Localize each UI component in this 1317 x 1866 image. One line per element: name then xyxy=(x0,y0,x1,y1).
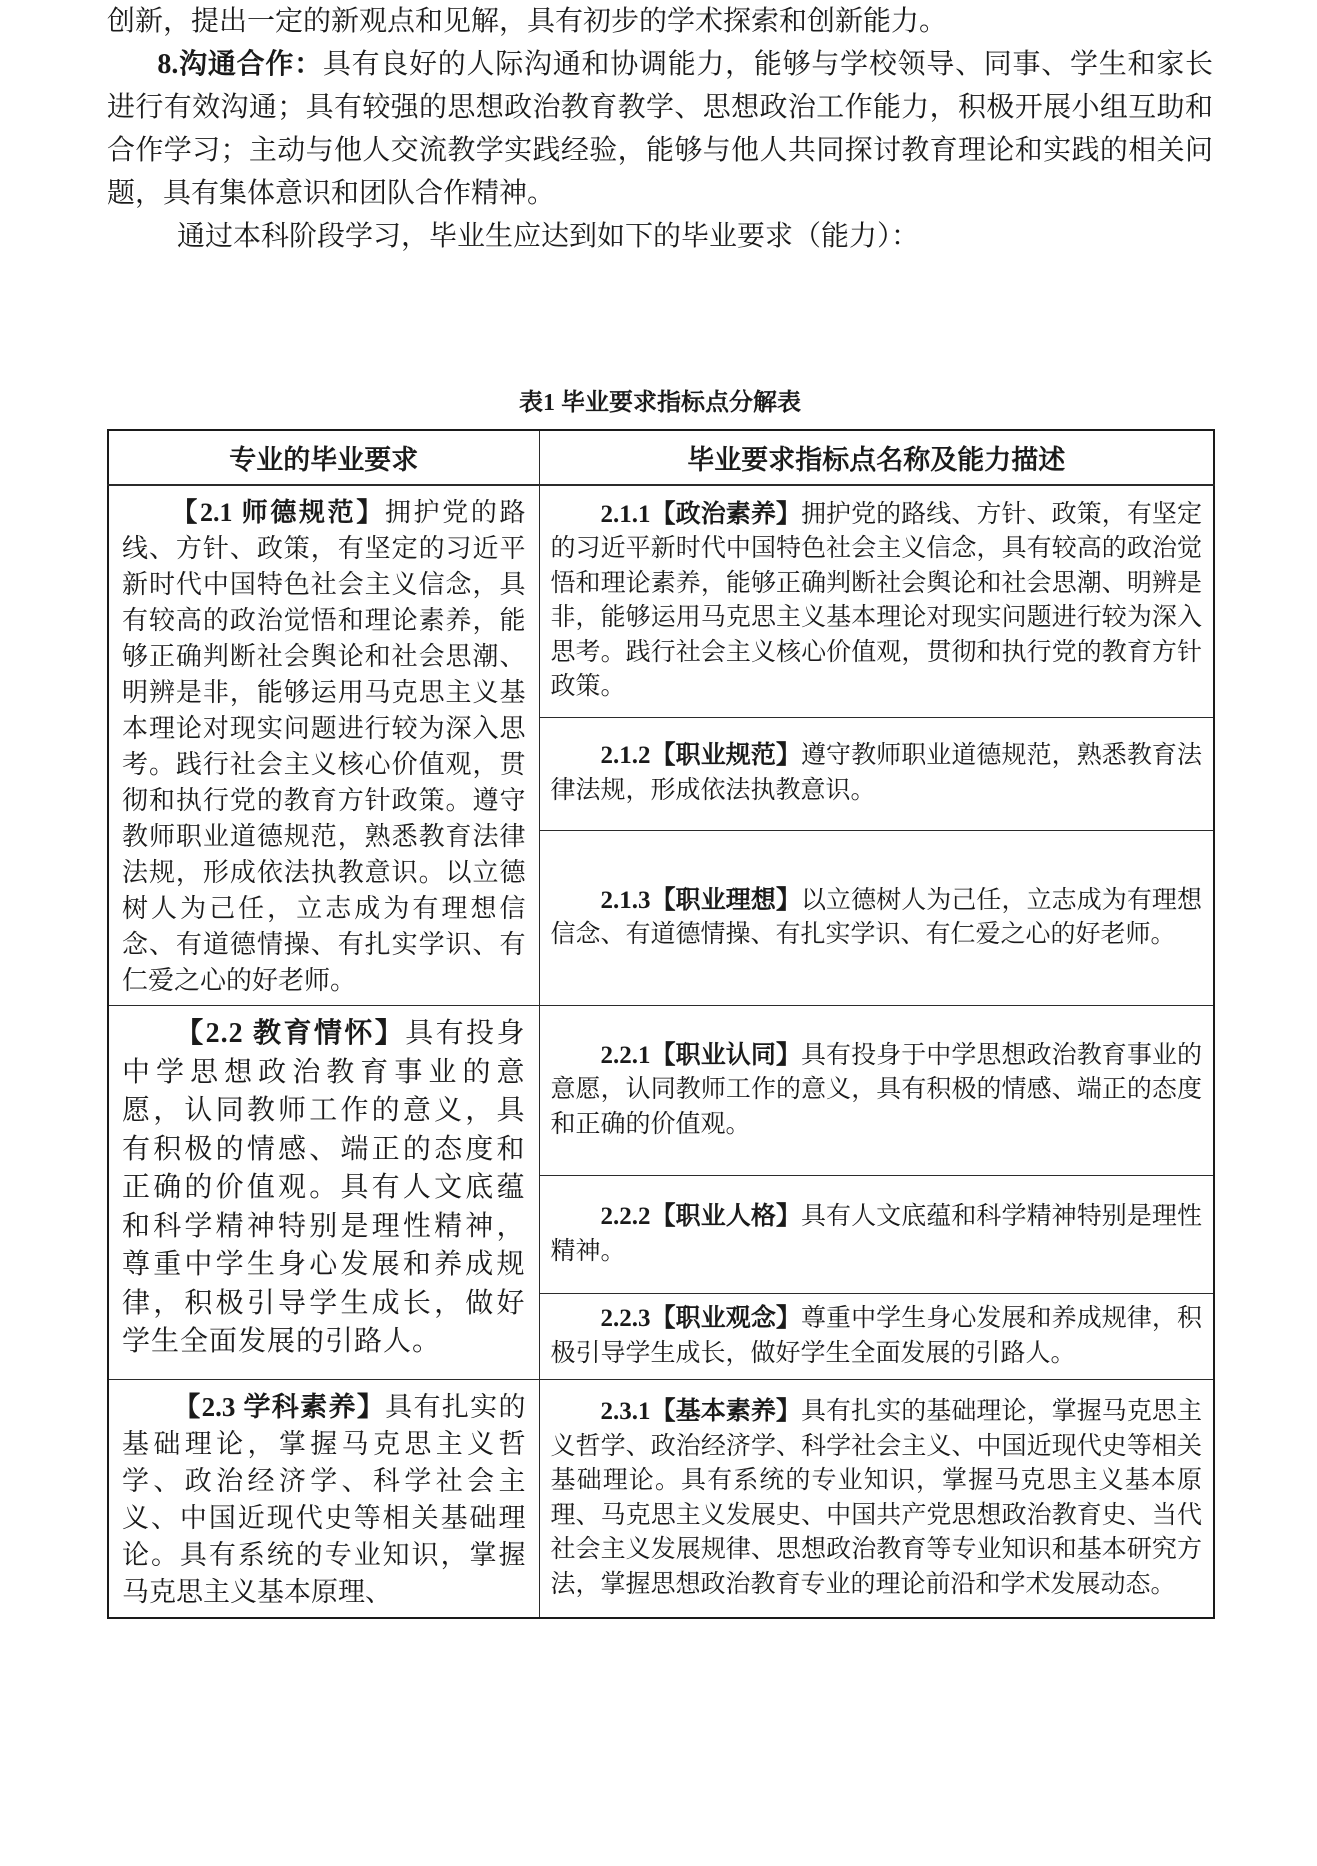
col-header-requirement: 专业的毕业要求 xyxy=(108,430,539,485)
requirement-cell-2-1 xyxy=(108,485,539,1006)
requirement-cell-2-3 xyxy=(108,1380,539,1619)
item-8-body: 具有良好的人际沟通和协调能力，能够与学校领导、同事、学生和家长进行有效沟通；具有较强的思想政治教育教学、思想政治工作能力，积极开展小组互助和合作学习；主动与他人交流教学实践经验，能够与他人共同探讨教育理论和实践的相关问题，具有集体意识和团队合作精神。 xyxy=(107,49,1213,209)
indicator-cell-2-1-2 xyxy=(539,717,1214,831)
indicator-cell-2-2-2 xyxy=(539,1176,1214,1294)
table-header-row xyxy=(108,430,1214,485)
indicator-2-3-1-lead: 2.3.1【基本素养】 xyxy=(600,1398,801,1425)
indicator-2-2-2-body: 具有人文底蕴和科学精神特别是理性精神。 xyxy=(550,1203,1202,1265)
indicator-2-1-3-lead: 2.1.3【职业理想】 xyxy=(600,886,801,914)
table-row xyxy=(108,1006,1214,1176)
intro-paragraph-transition: 通过本科阶段学习，毕业生应达到如下的毕业要求（能力）： xyxy=(177,221,920,252)
indicator-cell-2-1-1 xyxy=(539,485,1214,717)
indicator-2-2-1-body: 具有投身于中学思想政治教育事业的意愿，认同教师工作的意义，具有积极的情感、端正的态度和正确的价值观。 xyxy=(550,1041,1202,1138)
requirement-2-2-lead: 【2.2 教育情怀】 xyxy=(175,1018,406,1049)
requirement-2-3-body: 具有扎实的基础理论，掌握马克思主义哲学、政治经济学、科学社会主义、中国近现代史等相关基础理论。具有系统的专业知识，掌握马克思主义基本原理、 xyxy=(122,1392,526,1607)
intro-paragraph-continuation: 创新，提出一定的新观点和见解，具有初步的学术探索和创新能力。 xyxy=(107,6,948,37)
indicator-cell-2-3-1 xyxy=(539,1380,1214,1619)
indicator-2-1-2-lead: 2.1.2【职业规范】 xyxy=(600,742,801,770)
indicator-cell-2-2-1 xyxy=(539,1006,1214,1176)
requirement-2-1-lead: 【2.1 师德规范】 xyxy=(171,498,385,527)
indicator-2-2-3-lead: 2.2.3【职业观念】 xyxy=(600,1305,801,1332)
indicator-2-2-1-lead: 2.2.1【职业认同】 xyxy=(600,1041,801,1069)
intro-paragraph-item-8 xyxy=(107,43,1213,215)
requirement-cell-2-2 xyxy=(108,1006,539,1380)
table-caption: 表1 毕业要求指标点分解表 xyxy=(519,390,801,416)
requirement-2-3-lead: 【2.3 学科素养】 xyxy=(173,1392,386,1422)
indicator-2-2-3-body: 尊重中学生身心发展和养成规律，积极引导学生成长，做好学生全面发展的引路人。 xyxy=(550,1305,1202,1367)
intro-section xyxy=(107,0,1213,258)
indicator-2-1-1-body: 拥护党的路线、方针、政策，有坚定的习近平新时代中国特色社会主义信念，具有较高的政治觉悟和理论素养，能够正确判断社会舆论和社会思潮、明辨是非，能够运用马克思主义基本理论对现实问题进行较为深入思考。践行社会主义核心价值观，贯彻和执行党的教育方针政策。 xyxy=(550,500,1202,701)
indicator-cell-2-2-3 xyxy=(539,1294,1214,1380)
indicator-cell-2-1-3 xyxy=(539,831,1214,1006)
requirement-2-1-body: 拥护党的路线、方针、政策，有坚定的习近平新时代中国特色社会主义信念，具有较高的政治觉悟和理论素养，能够正确判断社会舆论和社会思潮、明辨是非，能够运用马克思主义基本理论对现实问题进行较为深入思考。践行社会主义核心价值观，贯彻和执行党的教育方针政策。遵守教师职业道德规范，熟悉教育法律法规，形成依法执教意识。以立德树人为己任，立志成为有理想信念、有道德情操、有扎实学识、有仁爱之心的好老师。 xyxy=(122,498,526,995)
requirement-2-2-body: 具有投身中学思想政治教育事业的意愿，认同教师工作的意义，具有积极的情感、端正的态度和正确的价值观。具有人文底蕴和科学精神特别是理性精神，尊重中学生身心发展和养成规律，积极引导学生成长，做好学生全面发展的引路人。 xyxy=(122,1018,526,1357)
item-8-lead: 8.沟通合作： xyxy=(157,49,323,80)
col-header-indicators: 毕业要求指标点名称及能力描述 xyxy=(539,430,1214,485)
document-page xyxy=(107,0,1213,1619)
graduation-requirements-table xyxy=(107,429,1215,1619)
table-row xyxy=(108,485,1214,717)
indicator-2-1-2-body: 遵守教师职业道德规范，熟悉教育法律法规，形成依法执教意识。 xyxy=(550,742,1202,804)
indicator-2-1-1-lead: 2.1.1【政治素养】 xyxy=(600,500,801,528)
indicator-2-3-1-body: 具有扎实的基础理论，掌握马克思主义哲学、政治经济学、科学社会主义、中国近现代史等相关基础理论。具有系统的专业知识，掌握马克思主义基本原理、马克思主义发展史、中国共产党思想政治教育史、当代社会主义发展规律、思想政治教育等专业知识和基本研究方法，掌握思想政治教育专业的理论前沿和学术发展动态。 xyxy=(550,1398,1202,1598)
indicator-2-1-3-body: 以立德树人为己任，立志成为有理想信念、有道德情操、有扎实学识、有仁爱之心的好老师。 xyxy=(550,886,1202,949)
indicator-2-2-2-lead: 2.2.2【职业人格】 xyxy=(600,1203,801,1230)
table-row xyxy=(108,1380,1214,1619)
